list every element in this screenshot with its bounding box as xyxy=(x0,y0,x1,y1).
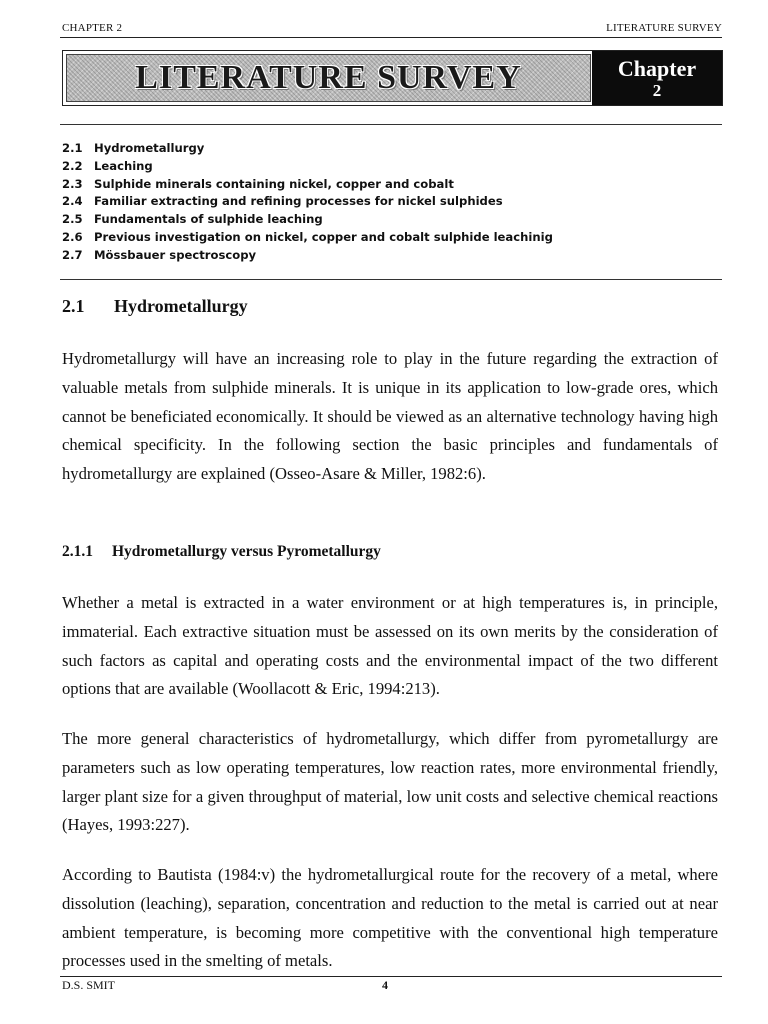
section-paragraph: Hydrometallurgy will have an increasing role to play in the future regarding the extraction of valuable metals from sulphide minerals. It is unique in its application to low-grade ores, which cannot be beneficiated economically. It should be viewed as an alternative technology having high chemical specificity. In the following section the basic principles and fundamentals of hydrometallurgy are explained (Osseo-Asare & Miller, 1982:6). xyxy=(62,349,718,484)
header-section-title: LITERATURE SURVEY xyxy=(606,22,722,34)
subsection-title: Hydrometallurgy versus Pyrometallurgy xyxy=(112,543,381,560)
toc-item-title: Mössbauer spectroscopy xyxy=(94,247,257,262)
toc-item-number: 2.3 xyxy=(62,176,83,191)
footer-author: D.S. SMIT xyxy=(62,978,116,992)
toc-item-number: 2.4 xyxy=(62,194,83,209)
chapter-word: Chapter xyxy=(617,56,697,81)
toc-item-title: Sulphide minerals containing nickel, copper and cobalt xyxy=(94,176,454,191)
toc-item-title: Previous investigation on nickel, copper and cobalt sulphide leachinig xyxy=(94,229,553,244)
section-heading xyxy=(62,296,248,317)
subsection-number: 2.1.1 xyxy=(62,543,93,560)
toc-item xyxy=(62,229,712,247)
chapter-banner xyxy=(62,50,723,106)
subsection-heading xyxy=(62,543,381,561)
footer-rule xyxy=(60,976,722,977)
section-title: Hydrometallurgy xyxy=(114,296,248,316)
running-header xyxy=(62,20,722,36)
toc-item-title: Fundamentals of sulphide leaching xyxy=(94,212,323,227)
toc-bottom-rule xyxy=(60,279,722,280)
toc-item-title: Leaching xyxy=(94,158,153,173)
page-number: 4 xyxy=(382,978,388,992)
chapter-number: 2 xyxy=(652,81,662,100)
header-chapter: CHAPTER 2 xyxy=(62,22,123,34)
toc-item xyxy=(62,140,712,158)
banner-title-box xyxy=(66,54,591,102)
toc-item-number: 2.2 xyxy=(62,158,83,173)
toc-item xyxy=(62,211,712,229)
subsection-paragraph: The more general characteristics of hydrometallurgy, which differ from pyrometallurgy are parameters such as low operating temperatures, low reaction rates, more environmental friendly, larger plant size for a given throughput of material, low unit costs and selective chemical reactions (Hayes, 1993:227). xyxy=(62,729,718,835)
subsection-paragraph: According to Bautista (1984:v) the hydrometallurgical route for the recovery of a metal, where dissolution (leaching), separation, concentration and reduction to the metal is carried out at near ambient temperature, is becoming more competitive with the conventional high temperature processes used in the smelting of metals. xyxy=(62,865,718,971)
subsection-paragraph: Whether a metal is extracted in a water environment or at high temperatures is, in principle, immaterial. Each extractive situation must be assessed on its own merits by the consideration of such factors as capital and operating costs and the environmental impact of the two different options that are available (Woollacott & Eric, 1994:213). xyxy=(62,593,718,699)
header-rule xyxy=(60,37,722,38)
toc-item-number: 2.7 xyxy=(62,247,83,262)
toc-item xyxy=(62,193,712,211)
toc-item-title: Hydrometallurgy xyxy=(94,141,205,155)
toc-item xyxy=(62,176,712,194)
toc-item-title: Familiar extracting and refining processes for nickel sulphides xyxy=(94,194,503,209)
toc-item xyxy=(62,158,712,176)
toc-item xyxy=(62,247,712,265)
chapter-label-box xyxy=(592,51,722,105)
toc-item-number: 2.1 xyxy=(62,141,83,155)
toc-top-rule xyxy=(60,124,722,125)
toc-item-number: 2.5 xyxy=(62,212,83,227)
banner-title: LITERATURE SURVEY xyxy=(135,59,522,96)
section-number: 2.1 xyxy=(62,296,85,316)
toc-item-number: 2.6 xyxy=(62,229,83,244)
page-footer xyxy=(62,978,722,994)
table-of-contents xyxy=(62,140,712,265)
